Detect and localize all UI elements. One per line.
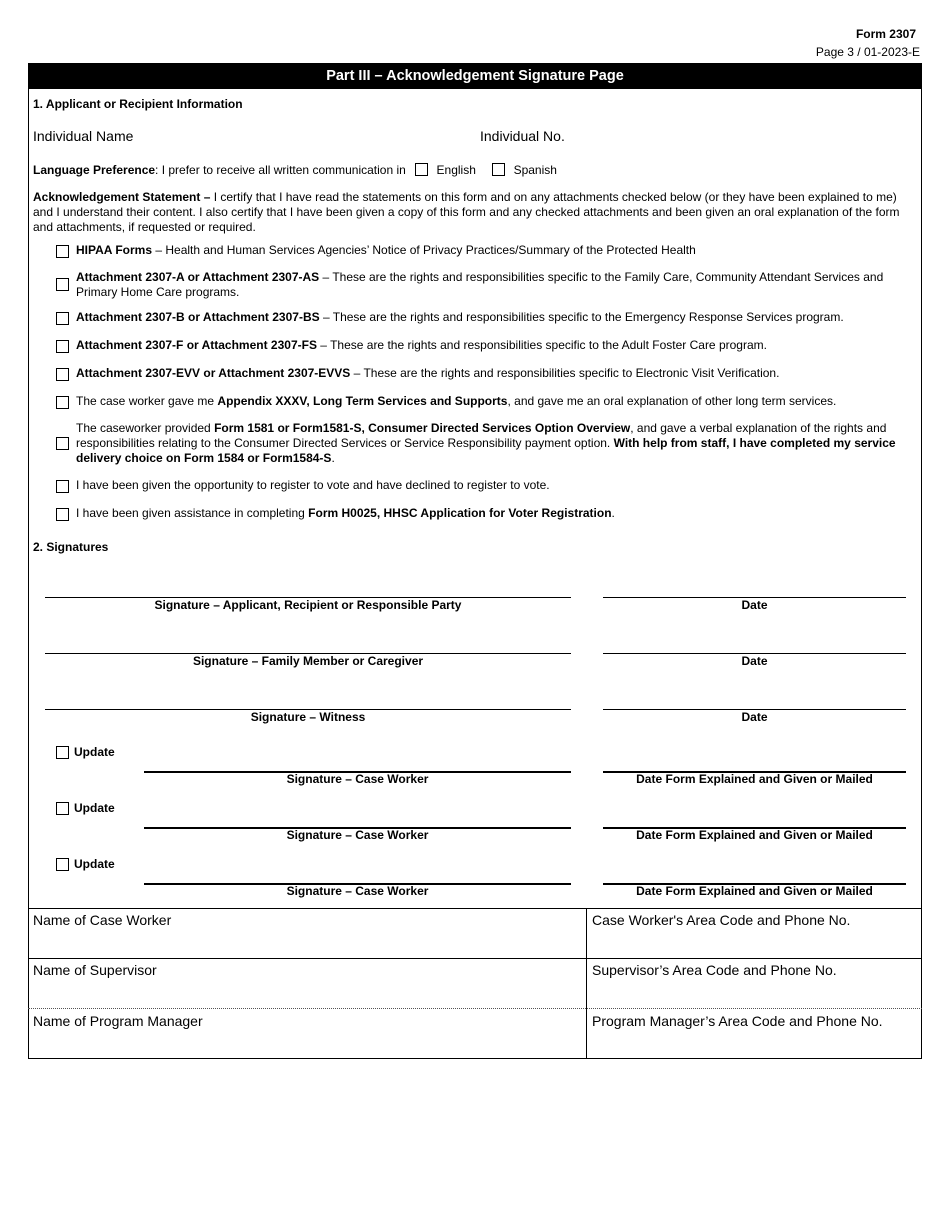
family-date-caption: Date (741, 654, 768, 668)
english-checkbox[interactable] (415, 163, 428, 176)
ack-label: Acknowledgement Statement – (33, 190, 211, 204)
date-form-caption-2: Date Form Explained and Given or Mailed (636, 828, 873, 842)
individual-no-label: Individual No. (480, 128, 565, 144)
attachment-b-item (76, 310, 916, 325)
appendix-post: , and gave me an oral explanation of other long term services. (507, 394, 837, 408)
cds-pre: The caseworker provided (76, 421, 215, 435)
applicant-signature-caption: Signature – Applicant, Recipient or Responsible Party (154, 598, 462, 612)
attachment-b-bold: Attachment 2307-B or Attachment 2307-BS (76, 310, 320, 324)
cds-bold1: Form 1581 or Form1581-S, Consumer Directed Services Option Overview (214, 421, 631, 435)
ack-text: I certify that I have read the statements on this form and on any attachments checked below (or they have been explained to me) and I understand their content. I also certify that I have been given a copy of this form and any checked attachments and been given an oral explanation of the form and attachments, if requested or required. (33, 190, 900, 234)
case-worker-phone-field[interactable]: Case Worker's Area Code and Phone No. (592, 912, 851, 928)
date-form-caption-1: Date Form Explained and Given or Mailed (636, 772, 873, 786)
vote-item: I have been given the opportunity to register to vote and have declined to register to vote. (76, 478, 550, 492)
attachment-f-bold: Attachment 2307-F or Attachment 2307-FS (76, 338, 317, 352)
cds-mid: , and gave a verbal explanation of the rights and responsibilities relating to the Consumer Directed Services or Service Responsibility payment option. (76, 421, 887, 450)
family-signature-caption: Signature – Family Member or Caregiver (192, 654, 424, 668)
date-form-caption-3: Date Form Explained and Given or Mailed (636, 884, 873, 898)
english-label: English (436, 163, 476, 177)
attachment-evv-item (76, 366, 916, 381)
individual-name-label: Individual Name (33, 128, 134, 144)
attachment-b-text: – These are the rights and responsibilities specific to the Emergency Response Services program. (319, 310, 844, 324)
appendix-item (76, 394, 916, 409)
vote-checkbox[interactable] (56, 480, 69, 493)
voter-reg-post: . (611, 506, 615, 520)
update-label-2: Update (74, 801, 115, 815)
attachment-a-bold: Attachment 2307-A or Attachment 2307-AS (76, 270, 320, 284)
language-label: Language Preference (33, 163, 156, 177)
cds-bold2: With help from staff, I have completed my service delivery choice on Form 1584 or Form1584-S (76, 436, 896, 465)
contact-table-divider-1 (28, 958, 922, 959)
attachment-a-item (76, 270, 916, 300)
supervisor-name-field[interactable]: Name of Supervisor (33, 962, 157, 978)
acknowledgement-statement (33, 190, 909, 235)
update-label-1: Update (74, 745, 115, 759)
language-text: : I prefer to receive all written communication in (155, 163, 406, 177)
section2-heading: 2. Signatures (33, 540, 109, 554)
hipaa-bold: HIPAA Forms (76, 243, 153, 257)
cds-post: . (331, 451, 335, 465)
spanish-label: Spanish (513, 163, 557, 177)
appendix-pre: The case worker gave me (76, 394, 218, 408)
spanish-checkbox[interactable] (492, 163, 505, 176)
attachment-a-checkbox[interactable] (56, 278, 69, 291)
appendix-checkbox[interactable] (56, 396, 69, 409)
attachment-evv-bold: Attachment 2307-EVV or Attachment 2307-EVVS (76, 366, 351, 380)
form-number: Form 2307 (855, 27, 916, 41)
supervisor-phone-field[interactable]: Supervisor’s Area Code and Phone No. (592, 962, 837, 978)
attachment-f-item (76, 338, 916, 353)
attachment-b-checkbox[interactable] (56, 312, 69, 325)
update-checkbox-2[interactable] (56, 802, 69, 815)
attachment-a-text: – These are the rights and responsibilities specific to the Family Care, Community Attendant Services and Primary Home Care programs. (76, 270, 884, 299)
case-worker-signature-caption-3: Signature – Case Worker (286, 884, 429, 898)
program-manager-name-field[interactable]: Name of Program Manager (33, 1013, 203, 1029)
page-title: Part III – Acknowledgement Signature Page (28, 63, 922, 89)
page-info: Page 3 / 01-2023-E (815, 45, 920, 59)
case-worker-name-field[interactable]: Name of Case Worker (33, 912, 172, 928)
applicant-date-caption: Date (741, 598, 768, 612)
cds-checkbox[interactable] (56, 437, 69, 450)
case-worker-signature-caption-2: Signature – Case Worker (286, 828, 429, 842)
update-checkbox-3[interactable] (56, 858, 69, 871)
contact-table-divider-2 (28, 1008, 922, 1009)
cds-item (76, 421, 916, 466)
contact-table-vertical-divider (586, 908, 587, 1059)
section1-heading: 1. Applicant or Recipient Information (33, 97, 243, 111)
contact-table-top-border (28, 908, 922, 909)
voter-registration-item (76, 506, 916, 521)
hipaa-item (76, 243, 916, 258)
program-manager-phone-field[interactable]: Program Manager’s Area Code and Phone No. (592, 1013, 883, 1029)
voter-reg-pre: I have been given assistance in completing (76, 506, 309, 520)
case-worker-signature-caption-1: Signature – Case Worker (286, 772, 429, 786)
appendix-bold: Appendix XXXV, Long Term Services and Supports (217, 394, 508, 408)
voter-reg-bold: Form H0025, HHSC Application for Voter Registration (308, 506, 612, 520)
witness-signature-caption: Signature – Witness (250, 710, 366, 724)
voter-registration-checkbox[interactable] (56, 508, 69, 521)
attachment-evv-text: – These are the rights and responsibilities specific to Electronic Visit Verification. (350, 366, 780, 380)
update-label-3: Update (74, 857, 115, 871)
language-preference (33, 163, 557, 178)
attachment-f-checkbox[interactable] (56, 340, 69, 353)
witness-date-caption: Date (741, 710, 768, 724)
attachment-evv-checkbox[interactable] (56, 368, 69, 381)
hipaa-checkbox[interactable] (56, 245, 69, 258)
attachment-f-text: – These are the rights and responsibilities specific to the Adult Foster Care program. (316, 338, 767, 352)
update-checkbox-1[interactable] (56, 746, 69, 759)
hipaa-text: – Health and Human Services Agencies’ Notice of Privacy Practices/Summary of the Protected Health (152, 243, 696, 257)
